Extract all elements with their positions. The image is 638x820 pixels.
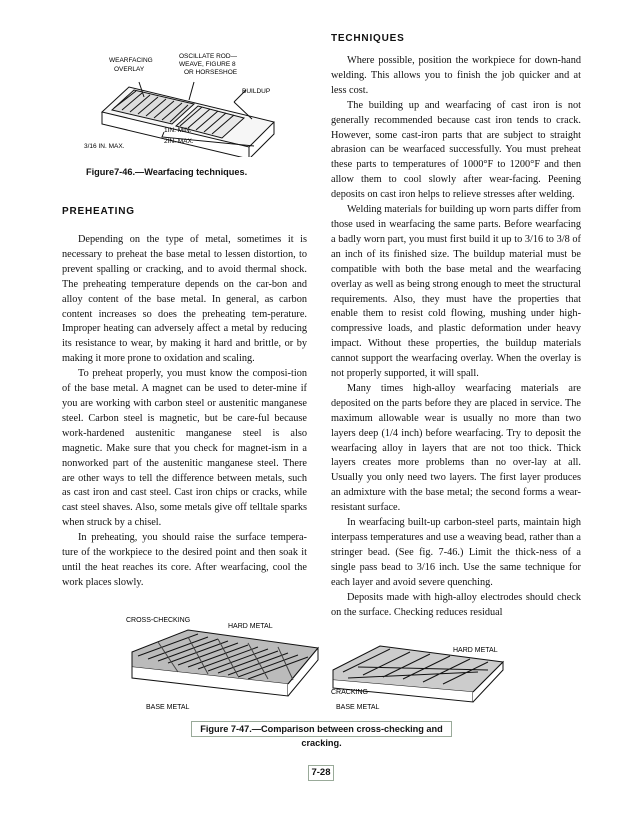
- preheating-paragraph: Depending on the type of metal, sometimes it is necessary to preheat the base metal to lessen distortion, to prevent spalling or cracking, and to avoid thermal shock. The preheating temperature depends on the car-bon and alloy content of the base metal. In general, as carbon content increases so does the preheating tem-perature. Improper heating can adversely affect a metal by reducing its resistance to wear, by making it hard and brittle, or by making it more prone to oxidation and scaling.: [62, 234, 307, 365]
- figure-7-47-comparison-illustration: [118, 612, 518, 714]
- figure-7-46-wearfacing-illustration: [84, 42, 284, 157]
- figure-7-47-caption: Figure 7-47.—Comparison between cross-checking and cracking.: [191, 721, 452, 737]
- preheating-paragraph: To preheat properly, you must know the composi-tion of the base metal. A magnet can be used to deter-mine if you are working with carbon steel or austenitic manganese steel. Carbon steel is magnetic, but be care-ful because work-hardened austenitic manganese steel is also magnetic. Make sure that you check for magnet-ism in a nonworked part of the austenitic manganese steel. There are other ways to tell the difference between metals, such as cast iron and cast steel. Cast iron chips or cracks, while cast steel shaves. Also, some metals give off telltale sparks when struck by a chisel.: [62, 368, 307, 529]
- preheating-paragraph: In preheating, you should raise the surface tempera-ture of the workpiece to the desired point and then soak it until the heat reaches its core. After wearfacing, cool the work places slowly.: [62, 532, 307, 588]
- techniques-paragraph: Many times high-alloy wearfacing materials are deposited on the parts before they are placed in service. The maximum allowable wear is usually no more than two layers deep (1/4 inch) before wearfacing. Try to deposit the wearfacing alloy in layers that are not too thick. Thick layers creates more problems than no over-lay at all. Usually you only need two layers. The first layer produces an admixture with the base metal; the second forms a wear-resistant surface.: [331, 382, 581, 514]
- techniques-paragraph: Deposits made with high-alloy electrodes should check on the surface. Checking reduces residual: [331, 591, 581, 618]
- label-dim-max: 2IN. MAX.: [164, 138, 194, 145]
- label-overlay: OVERLAY: [114, 66, 145, 73]
- label-hard-metal-right: HARD METAL: [453, 647, 498, 654]
- label-wearfacing: WEARFACING: [109, 57, 153, 64]
- label-base-metal-right: BASE METAL: [336, 704, 380, 711]
- page-number: 7-28: [308, 765, 334, 781]
- label-cross-checking: CROSS-CHECKING: [126, 617, 191, 624]
- label-oscillate-1: OSCILLATE ROD—: [179, 53, 238, 60]
- label-hard-metal-left: HARD METAL: [228, 623, 273, 630]
- label-dim-min: 1IN. MIN.: [164, 127, 192, 134]
- techniques-paragraph: In wearfacing built-up carbon-steel parts, maintain high interpass temperatures and use a weaving bead, rather than a stringer bead. (See fig. 7-46.) Limit the thick-ness of a single pass bead to 3/16 inch. Use the same technique for each layer and avoid severe quenching.: [331, 517, 581, 588]
- label-oscillate-3: OR HORSESHOE: [184, 69, 238, 76]
- techniques-paragraph: Where possible, position the workpiece for down-hand welding. This allows you to finish the job quicker and at less cost.: [331, 55, 581, 96]
- techniques-heading: TECHNIQUES: [331, 33, 405, 44]
- techniques-column: [331, 54, 581, 620]
- techniques-paragraph: Welding materials for building up worn parts differ from those used in wearfacing the same parts. Before wearfacing a badly worn part, you must first build it up to 3/16 to 3/8 of an inch of its finished size. The buildup material must be compatible with both the base metal and the wearfacing overlay as well as being strong enough to meet the structural requirements. Also, they must have the properties that enable them to resist cold flowing, mushing under high-compressive loads, and plastic deformation under heavy impact. Without these properties, the buildup materials cannot support the wearfacing overlay. When the overlay is not properly supported, it will spall.: [331, 204, 581, 380]
- preheating-column: [62, 233, 307, 591]
- techniques-paragraph: The building up and wearfacing of cast iron is not generally recommended because cast iron tends to crack. However, some cast-iron parts that are subject to straight abrasion can be wearfaced successfully. You must preheat these parts to temperatures of 1000°F to 1200°F and then allow them to cool slowly after wear-facing. Peening deposits on cast iron helps to relieve stresses after welding.: [331, 99, 581, 201]
- label-cracking: CRACKING: [331, 689, 368, 696]
- label-oscillate-2: WEAVE, FIGURE 8: [179, 61, 236, 68]
- figure-7-46-caption: Figure7-46.—Wearfacing techniques.: [86, 167, 248, 177]
- label-buildup: BUILDUP: [242, 88, 271, 95]
- label-dim-left: 3/16 IN. MAX.: [84, 143, 125, 150]
- label-base-metal-left: BASE METAL: [146, 704, 190, 711]
- preheating-heading: PREHEATING: [62, 206, 135, 217]
